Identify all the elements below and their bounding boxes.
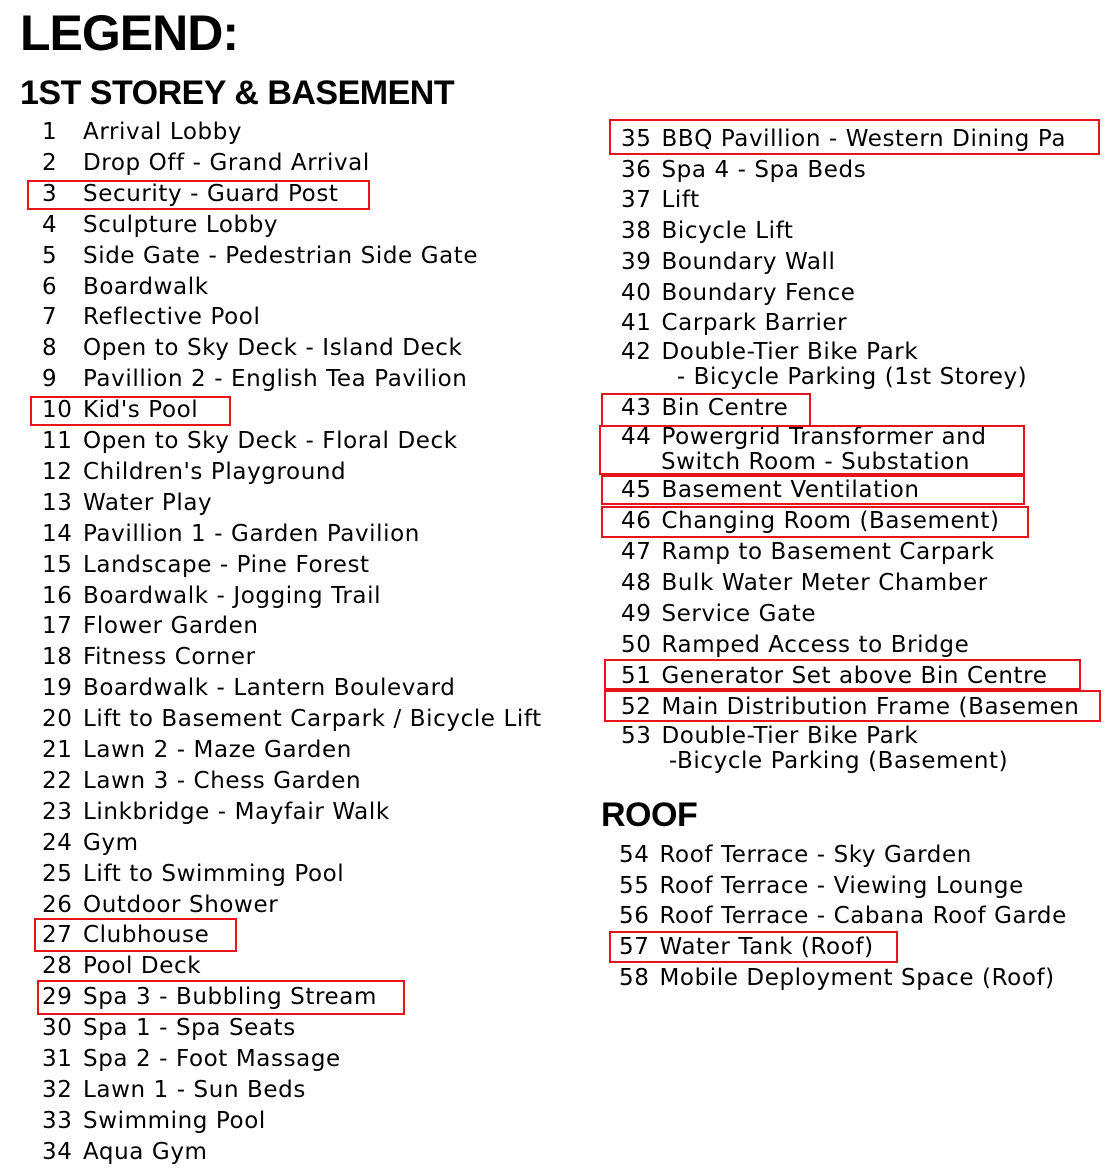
legend-item-label: Ramp to Basement Carpark: [661, 539, 995, 565]
legend-item-number: 21: [42, 737, 73, 763]
legend-item-label: Water Play: [83, 489, 213, 516]
legend-item-number: 51: [621, 663, 652, 689]
highlight-box-item-10: [30, 396, 231, 426]
legend-item-number: 54: [619, 842, 650, 868]
legend-item-17: [42, 611, 259, 642]
highlight-box-item-46: [601, 506, 1029, 538]
legend-item-label: Children's Playground: [83, 458, 347, 485]
legend-item-4: [42, 210, 278, 241]
legend-item-36: [621, 155, 866, 186]
legend-item-label: Side Gate - Pedestrian Side Gate: [83, 242, 479, 269]
legend-item-number: 1: [42, 119, 58, 145]
legend-item-number: 26: [42, 891, 73, 918]
legend-item-label: Bicycle Lift: [661, 218, 794, 244]
legend-item-number: 46: [621, 508, 652, 534]
highlight-box-item-29: [37, 980, 405, 1015]
legend-item-number: 20: [42, 706, 73, 733]
legend-item-label: Bulk Water Meter Chamber: [661, 570, 988, 596]
legend-item-number: 27: [42, 922, 73, 949]
legend-item-label: Bin Centre: [661, 395, 789, 421]
highlight-box-item-44: [599, 425, 1025, 475]
legend-item-number: 36: [621, 157, 652, 183]
legend-item-label: Open to Sky Deck - Floral Deck: [83, 428, 458, 454]
legend-item-number: 14: [42, 520, 73, 547]
legend-item-6: [42, 272, 209, 303]
legend-item-label: Boundary Wall: [661, 249, 836, 275]
legend-item-label: Boardwalk: [83, 273, 209, 300]
legend-item-37: [621, 185, 700, 216]
legend-item-number: 42: [621, 339, 652, 365]
legend-item-label: Spa 2 - Foot Massage: [83, 1046, 341, 1072]
legend-item-label: Drop Off - Grand Arrival: [83, 149, 370, 176]
legend-item-number: 45: [621, 477, 652, 503]
legend-item-56: [619, 901, 1067, 932]
legend-item-number: 11: [42, 428, 73, 454]
legend-item-label: Landscape - Pine Forest: [83, 551, 370, 578]
legend-item-number: 39: [621, 249, 652, 275]
legend-item-sublabel: -Bicycle Parking (Basement): [661, 748, 1009, 774]
legend-item-number: 16: [42, 582, 73, 609]
legend-item-sublabel: - Bicycle Parking (1st Storey): [661, 364, 1028, 390]
legend-item-label: Arrival Lobby: [83, 119, 243, 145]
legend-item-16: [42, 581, 381, 612]
legend-item-label: Main Distribution Frame (Basemen: [661, 694, 1080, 720]
legend-item-number: 48: [621, 570, 652, 596]
legend-item-label: Changing Room (Basement): [661, 508, 1000, 534]
legend-item-number: 3: [42, 180, 58, 207]
legend-item-label: Service Gate: [661, 601, 817, 627]
legend-item-label: Pavillion 2 - English Tea Pavilion: [83, 366, 468, 393]
legend-item-24: [42, 828, 139, 859]
legend-item-26: [42, 890, 278, 921]
legend-item-label: Water Tank (Roof): [659, 934, 874, 960]
legend-item-label: Lawn 3 - Chess Garden: [83, 767, 362, 794]
legend-item-34: [42, 1137, 208, 1168]
legend-item-number: 31: [42, 1046, 73, 1072]
legend-item-label: Pool Deck: [83, 953, 202, 980]
legend-item-41: [621, 308, 847, 339]
legend-item-number: 10: [42, 397, 73, 424]
legend-item-number: 56: [619, 903, 650, 929]
legend-title: LEGEND:: [20, 5, 238, 61]
legend-item-number: 44: [621, 424, 652, 450]
legend-item-label: Ramped Access to Bridge: [661, 632, 970, 658]
legend-item-number: 6: [42, 273, 58, 300]
legend-item-label: Basement Ventilation: [661, 477, 920, 503]
legend-item-2: [42, 148, 370, 179]
legend-item-40: [621, 278, 855, 309]
legend-item-number: 35: [621, 126, 652, 152]
legend-item-30: [42, 1013, 296, 1044]
legend-item-label: Security - Guard Post: [83, 180, 339, 207]
legend-item-number: 38: [621, 218, 652, 244]
legend-item-number: 4: [42, 211, 58, 238]
legend-item-label: Fitness Corner: [83, 644, 256, 671]
legend-item-number: 2: [42, 149, 58, 176]
legend-item-label: Double-Tier Bike Park: [661, 723, 919, 749]
highlight-box-item-43: [601, 393, 811, 427]
legend-item-label: Clubhouse: [83, 922, 210, 949]
legend-item-number: 53: [621, 723, 652, 749]
legend-item-55: [619, 871, 1024, 902]
highlight-box-item-27: [34, 918, 237, 952]
legend-item-number: 5: [42, 242, 58, 269]
legend-item-8: [42, 333, 462, 364]
legend-item-48: [621, 568, 988, 599]
legend-item-number: 32: [42, 1076, 73, 1103]
highlight-box-item-57: [609, 931, 898, 963]
legend-item-number: 58: [619, 965, 650, 991]
legend-item-label: Generator Set above Bin Centre: [661, 663, 1048, 689]
highlight-box-item-51: [604, 659, 1081, 690]
legend-item-label: Roof Terrace - Viewing Lounge: [659, 873, 1024, 899]
legend-item-32: [42, 1075, 306, 1106]
legend-item-number: 41: [621, 310, 652, 336]
legend-item-number: 34: [42, 1138, 73, 1165]
legend-item-label: Lift to Swimming Pool: [83, 860, 345, 887]
legend-item-number: 33: [42, 1107, 73, 1134]
legend-item-label: BBQ Pavillion - Western Dining Pa: [661, 126, 1067, 152]
legend-item-label: Lift: [661, 187, 700, 213]
legend-item-number: 47: [621, 539, 652, 565]
legend-item-1: [42, 117, 242, 148]
legend-item-number: 8: [42, 335, 58, 362]
legend-item-sublabel: Switch Room - Substation: [661, 449, 971, 475]
legend-item-number: 22: [42, 767, 73, 794]
legend-item-7: [42, 302, 260, 333]
legend-item-label: Gym: [83, 829, 139, 856]
legend-item-label: Carpark Barrier: [661, 310, 848, 336]
legend-item-label: Sculpture Lobby: [83, 211, 279, 238]
legend-item-number: 25: [42, 860, 73, 887]
legend-item-label: Mobile Deployment Space (Roof): [659, 965, 1055, 991]
legend-item-label: Swimming Pool: [83, 1107, 266, 1134]
legend-item-33: [42, 1106, 266, 1137]
legend-item-label: Lift to Basement Carpark / Bicycle Lift: [83, 706, 542, 733]
legend-item-14: [42, 519, 420, 550]
legend-item-58: [619, 963, 1055, 994]
legend-item-number: 17: [42, 613, 73, 640]
legend-item-label: Roof Terrace - Sky Garden: [659, 842, 972, 868]
legend-item-20: [42, 704, 542, 735]
legend-item-label: Boundary Fence: [661, 280, 856, 306]
legend-item-label: Kid's Pool: [83, 397, 199, 424]
legend-item-25: [42, 859, 344, 890]
highlight-box-item-45: [601, 475, 1025, 505]
legend-item-53: [621, 723, 1008, 779]
legend-item-label: Spa 3 - Bubbling Stream: [83, 984, 377, 1011]
legend-item-11: [42, 426, 458, 457]
legend-item-label: Linkbridge - Mayfair Walk: [83, 798, 390, 825]
legend-item-number: 29: [42, 984, 73, 1011]
legend-item-number: 43: [621, 395, 652, 421]
legend-item-number: 49: [621, 601, 652, 627]
legend-item-31: [42, 1044, 341, 1075]
legend-item-38: [621, 216, 794, 247]
legend-item-number: 24: [42, 829, 73, 856]
legend-item-12: [42, 457, 346, 488]
legend-item-number: 9: [42, 366, 58, 393]
legend-item-47: [621, 537, 995, 568]
legend-item-label: Lawn 1 - Sun Beds: [83, 1076, 306, 1103]
legend-item-label: Boardwalk - Lantern Boulevard: [83, 675, 456, 702]
legend-item-50: [621, 630, 969, 661]
legend-item-number: 13: [42, 489, 73, 516]
legend-item-19: [42, 673, 455, 704]
legend-item-number: 28: [42, 953, 73, 980]
legend-item-number: 19: [42, 675, 73, 702]
highlight-box-item-52: [604, 690, 1101, 722]
legend-item-28: [42, 951, 201, 982]
legend-item-54: [619, 840, 972, 871]
legend-item-number: 52: [621, 694, 652, 720]
legend-item-13: [42, 488, 212, 519]
legend-item-label: Double-Tier Bike Park: [661, 339, 919, 365]
legend-item-label: Powergrid Transformer and: [661, 424, 987, 450]
highlight-box-item-3: [27, 180, 370, 210]
legend-item-39: [621, 247, 836, 278]
legend-item-label: Reflective Pool: [83, 304, 261, 331]
legend-item-label: Pavillion 1 - Garden Pavilion: [83, 520, 420, 547]
legend-item-18: [42, 642, 256, 673]
legend-item-9: [42, 364, 467, 395]
legend-item-15: [42, 550, 370, 581]
legend-item-label: Flower Garden: [83, 613, 259, 640]
legend-item-label: Boardwalk - Jogging Trail: [83, 582, 382, 609]
legend-item-number: 7: [42, 304, 58, 331]
legend-item-21: [42, 735, 352, 766]
roof-section-title: ROOF: [601, 796, 698, 834]
legend-item-number: 15: [42, 551, 73, 578]
legend-item-number: 50: [621, 632, 652, 658]
legend-item-number: 55: [619, 873, 650, 899]
storey-section-title: 1ST STOREY & BASEMENT: [20, 74, 455, 112]
legend-item-42: [621, 339, 1027, 395]
legend-item-number: 40: [621, 280, 652, 306]
legend-item-label: Spa 1 - Spa Seats: [83, 1015, 296, 1042]
legend-item-number: 37: [621, 187, 652, 213]
highlight-box-item-35: [609, 119, 1100, 155]
legend-item-49: [621, 599, 816, 630]
legend-item-5: [42, 241, 478, 272]
legend-item-label: Aqua Gym: [83, 1138, 208, 1165]
legend-item-label: Roof Terrace - Cabana Roof Garde: [659, 903, 1067, 929]
legend-item-label: Outdoor Shower: [83, 891, 279, 918]
legend-item-number: 30: [42, 1015, 73, 1042]
legend-item-23: [42, 797, 390, 828]
legend-item-22: [42, 766, 361, 797]
legend-item-number: 18: [42, 644, 73, 671]
legend-item-number: 23: [42, 798, 73, 825]
legend-item-number: 57: [619, 934, 650, 960]
legend-item-number: 12: [42, 458, 73, 485]
legend-item-label: Spa 4 - Spa Beds: [661, 157, 867, 183]
legend-item-label: Open to Sky Deck - Island Deck: [83, 335, 463, 362]
legend-item-label: Lawn 2 - Maze Garden: [83, 737, 352, 763]
